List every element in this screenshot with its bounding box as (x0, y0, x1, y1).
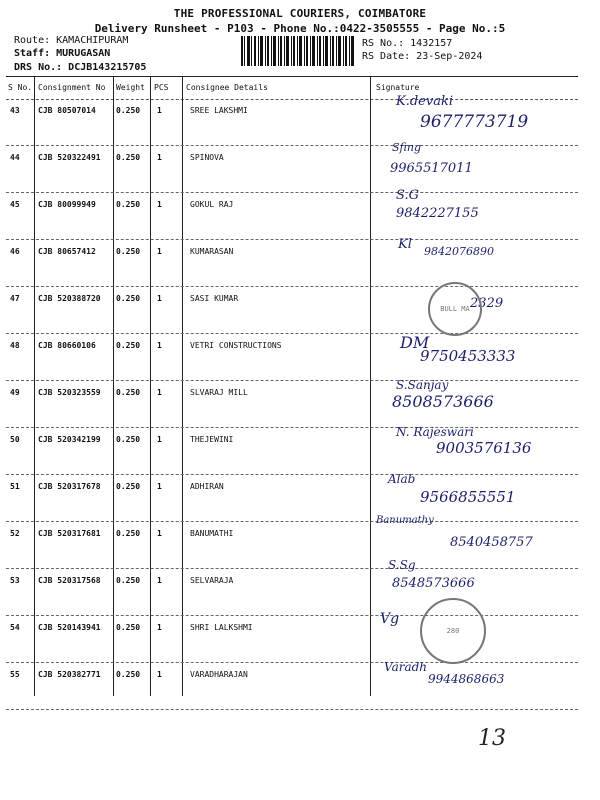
consignment-number: CJB 520317681 (38, 529, 101, 538)
pieces-count: 1 (157, 294, 162, 303)
pieces-count: 1 (157, 576, 162, 585)
consignee-name: SHRI LALKSHMI (190, 623, 253, 632)
serial-number: 52 (10, 529, 20, 538)
weight-value: 0.250 (116, 388, 141, 397)
table-row (6, 145, 578, 193)
pieces-count: 1 (157, 435, 162, 444)
consignee-name: SASI KUMAR (190, 294, 239, 303)
serial-number: 50 (10, 435, 20, 444)
signature-name: Sfing (392, 141, 421, 154)
signature-phone: 9842076890 (424, 245, 494, 258)
table-row (6, 568, 578, 616)
consignment-number: CJB 520322491 (38, 153, 101, 162)
weight-value: 0.250 (116, 106, 141, 115)
col-consignment: Consignment No (38, 83, 106, 92)
col-sno: S No. (8, 83, 33, 92)
consignee-name: VETRI CONSTRUCTIONS (190, 341, 282, 350)
col-pcs: PCS (154, 83, 169, 92)
consignee-name: GOKUL RAJ (190, 200, 234, 209)
col-signature: Signature (376, 83, 420, 92)
page-mark: 13 (478, 726, 506, 751)
signature-phone: 9003576136 (436, 439, 532, 457)
weight-value: 0.250 (116, 247, 141, 256)
weight-value: 0.250 (116, 294, 141, 303)
signature-phone: 9965517011 (390, 161, 473, 176)
signature-name: Alab (388, 472, 416, 486)
runsheet-table (6, 76, 578, 100)
weight-value: 0.250 (116, 576, 141, 585)
consignment-number: CJB 80507014 (38, 106, 96, 115)
consignee-name: SPINOVA (190, 153, 224, 162)
signature-name: DM (400, 333, 430, 352)
weight-value: 0.250 (116, 435, 141, 444)
serial-number: 53 (10, 576, 20, 585)
signature-name: S.Sg (388, 558, 416, 572)
pieces-count: 1 (157, 482, 162, 491)
signature-phone: 8548573666 (392, 576, 475, 591)
consignee-name: ADHIRAN (190, 482, 224, 491)
pieces-count: 1 (157, 247, 162, 256)
signature-phone: 8540458757 (450, 535, 533, 550)
consignee-name: KUMARASAN (190, 247, 234, 256)
rs-date: RS Date: 23-Sep-2024 (362, 51, 483, 62)
pieces-count: 1 (157, 529, 162, 538)
signature-name: S.G (396, 188, 419, 203)
consignment-number: CJB 80657412 (38, 247, 96, 256)
pieces-count: 1 (157, 623, 162, 632)
pieces-count: 1 (157, 388, 162, 397)
consignee-name: BANUMATHI (190, 529, 234, 538)
weight-value: 0.250 (116, 153, 141, 162)
staff-label: Staff: MURUGASAN (14, 48, 111, 59)
signature-phone: 9677773719 (420, 112, 529, 132)
pieces-count: 1 (157, 200, 162, 209)
rs-number: RS No.: 1432157 (362, 38, 453, 49)
signature-name: N. Rajeswari (396, 425, 474, 439)
stamp-text: BULL MA (440, 305, 470, 313)
serial-number: 46 (10, 247, 20, 256)
signature-phone: 9842227155 (396, 206, 479, 221)
table-row (6, 662, 578, 710)
consignment-number: CJB 520317678 (38, 482, 101, 491)
consignment-number: CJB 520143941 (38, 623, 101, 632)
col-consignee: Consignee Details (186, 83, 268, 92)
consignee-name: SLVARAJ MILL (190, 388, 248, 397)
pieces-count: 1 (157, 153, 162, 162)
serial-number: 51 (10, 482, 20, 491)
col-weight: Weight (116, 83, 145, 92)
serial-number: 43 (10, 106, 20, 115)
route-label: Route: KAMACHIPURAM (14, 35, 129, 46)
signature-phone: 9750453333 (420, 347, 516, 365)
table-header (6, 76, 578, 100)
consignee-name: SELVARAJA (190, 576, 234, 585)
drs-number: DRS No.: DCJB143215705 (14, 62, 147, 73)
consignment-number: CJB 520382771 (38, 670, 101, 679)
signature-name: Varadh (384, 660, 428, 674)
company-title: THE PROFESSIONAL COURIERS, COIMBATORE (173, 7, 427, 20)
stamp-text: 280 (446, 627, 460, 635)
weight-value: 0.250 (116, 670, 141, 679)
table-row (6, 615, 578, 663)
consignment-number: CJB 520388720 (38, 294, 101, 303)
weight-value: 0.250 (116, 200, 141, 209)
weight-value: 0.250 (116, 529, 141, 538)
consignment-number: CJB 520317568 (38, 576, 101, 585)
consignee-name: VARADHARAJAN (190, 670, 248, 679)
signature-phone: 9944868663 (428, 672, 505, 686)
barcode-icon (240, 36, 356, 66)
signature-name: K.devaki (396, 94, 453, 109)
serial-number: 44 (10, 153, 20, 162)
consignee-name: THEJEWINI (190, 435, 234, 444)
serial-number: 49 (10, 388, 20, 397)
weight-value: 0.250 (116, 623, 141, 632)
serial-number: 47 (10, 294, 20, 303)
pieces-count: 1 (157, 341, 162, 350)
serial-number: 54 (10, 623, 20, 632)
consignment-number: CJB 80660106 (38, 341, 96, 350)
serial-number: 45 (10, 200, 20, 209)
delivery-stamp (428, 282, 482, 336)
consignment-number: CJB 520342199 (38, 435, 101, 444)
signature-name: S.Sanjay (396, 378, 449, 392)
weight-value: 0.250 (116, 482, 141, 491)
consignee-name: SREE LAKSHMI (190, 106, 248, 115)
signature-name: Banumathy (376, 515, 434, 526)
delivery-stamp (420, 598, 486, 664)
runsheet-subtitle: Delivery Runsheet - P103 - Phone No.:0422-3505555 - Page No.:5 (94, 22, 506, 35)
table-row (6, 192, 578, 240)
signature-name: Vg (380, 611, 400, 627)
pieces-count: 1 (157, 670, 162, 679)
consignment-number: CJB 520323559 (38, 388, 101, 397)
weight-value: 0.250 (116, 341, 141, 350)
signature-name: Kl (398, 237, 412, 252)
signature-phone: 9566855551 (420, 488, 516, 506)
consignment-number: CJB 80099949 (38, 200, 96, 209)
pieces-count: 1 (157, 106, 162, 115)
signature-phone: 8508573666 (392, 392, 494, 411)
serial-number: 48 (10, 341, 20, 350)
serial-number: 55 (10, 670, 20, 679)
signature-phone: 2329 (470, 296, 504, 311)
